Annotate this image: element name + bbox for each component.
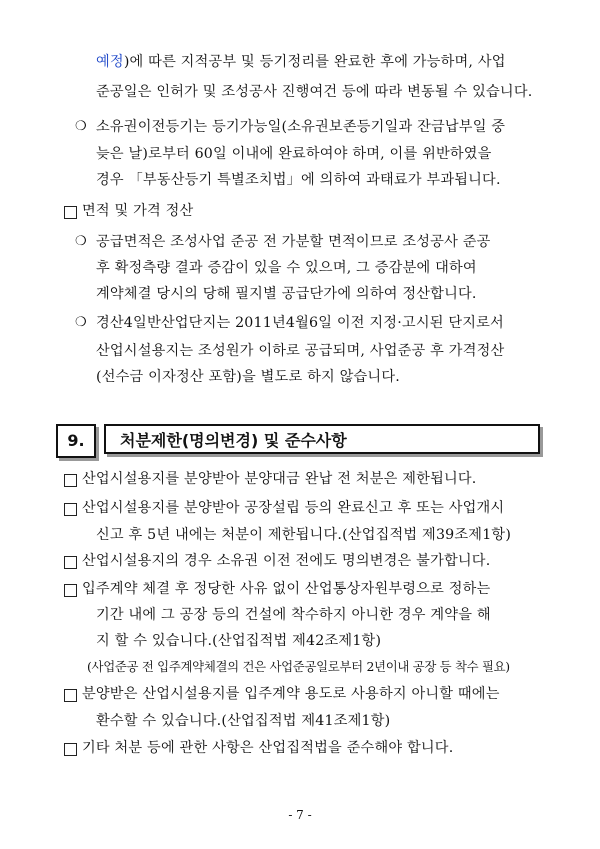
list-item-line: 산업시설용지의 경우 소유권 이전 전에도 명의변경은 불가합니다. [82, 553, 491, 569]
checkbox-square-icon [64, 743, 77, 756]
checkbox-square-icon [64, 503, 77, 516]
paragraph-line: 늦은 날)로부터 60일 이내에 완료하여야 하며, 이를 위반하였을 [96, 146, 492, 162]
section-title: 처분제한(명의변경) 및 준수사항 [104, 424, 540, 454]
paragraph-line: 계약체결 당시의 당해 필지별 공급단가에 의하여 정산합니다. [96, 286, 477, 302]
paragraph-line: 후 확정측량 결과 증감이 있을 수 있으며, 그 증감분에 대하여 [96, 260, 477, 276]
list-item-line: 분양받은 산업시설용지를 입주계약 용도로 사용하지 아니할 때에는 [82, 686, 500, 702]
list-item-note: (사업준공 전 입주계약체결의 건은 사업준공일로부터 2년이내 공장 등 착수 필요) [87, 659, 510, 674]
paragraph-line: 준공일은 인허가 및 조성공사 진행여건 등에 따라 변동될 수 있습니다. [96, 84, 533, 100]
checkbox-square-icon [64, 689, 77, 702]
checkbox-square-icon [64, 556, 77, 569]
list-item-line: 산업시설용지를 분양받아 분양대금 완납 전 처분은 제한됩니다. [82, 471, 477, 487]
subheading: 면적 및 가격 정산 [82, 203, 194, 219]
circle-bullet-icon: ❍ [75, 119, 87, 134]
checkbox-square-icon [64, 474, 77, 487]
paragraph-line: 예정)에 따른 지적공부 및 등기정리를 완료한 후에 가능하며, 사업 [96, 54, 506, 70]
checkbox-square-icon [64, 206, 77, 219]
list-item-line: 신고 후 5년 내에는 처분이 제한됩니다.(산업집적법 제39조제1항) [96, 527, 512, 543]
highlighted-text: 예정 [96, 54, 124, 70]
page-number: - 7 - [288, 808, 312, 822]
circle-bullet-icon: ❍ [75, 315, 87, 330]
paragraph-line: 경우 「부동산등기 특별조치법」에 의하여 과태료가 부과됩니다. [96, 172, 501, 188]
paragraph-line: 경산4일반산업단지는 2011년4월6일 이전 지정·고시된 단지로서 [96, 315, 504, 331]
list-item-line: 환수할 수 있습니다.(산업집적법 제41조제1항) [96, 713, 391, 729]
list-item-line: 입주계약 체결 후 정당한 사유 없이 산업통상자원부령으로 정하는 [82, 581, 491, 597]
circle-bullet-icon: ❍ [75, 234, 87, 249]
paragraph-line: 산업시설용지는 조성원가 이하로 공급되며, 사업준공 후 가격정산 [96, 343, 505, 359]
list-item-line: 산업시설용지를 분양받아 공장설립 등의 완료신고 후 또는 사업개시 [82, 500, 505, 516]
paragraph-line: 공급면적은 조성사업 준공 전 가분할 면적이므로 조성공사 준공 [96, 234, 491, 250]
list-item-line: 지 할 수 있습니다.(산업집적법 제42조제1항) [96, 633, 382, 649]
list-item-line: 기간 내에 그 공장 등의 건설에 착수하지 아니한 경우 계약을 해 [96, 607, 491, 623]
paragraph-line: (선수금 이자정산 포함)을 별도로 하지 않습니다. [96, 369, 400, 385]
list-item-line: 기타 처분 등에 관한 사항은 산업집적법을 준수해야 합니다. [82, 740, 454, 756]
section-number: 9. [56, 424, 96, 458]
paragraph-line: 소유권이전등기는 등기가능일(소유권보존등기일과 잔금납부일 중 [96, 119, 506, 135]
checkbox-square-icon [64, 584, 77, 597]
